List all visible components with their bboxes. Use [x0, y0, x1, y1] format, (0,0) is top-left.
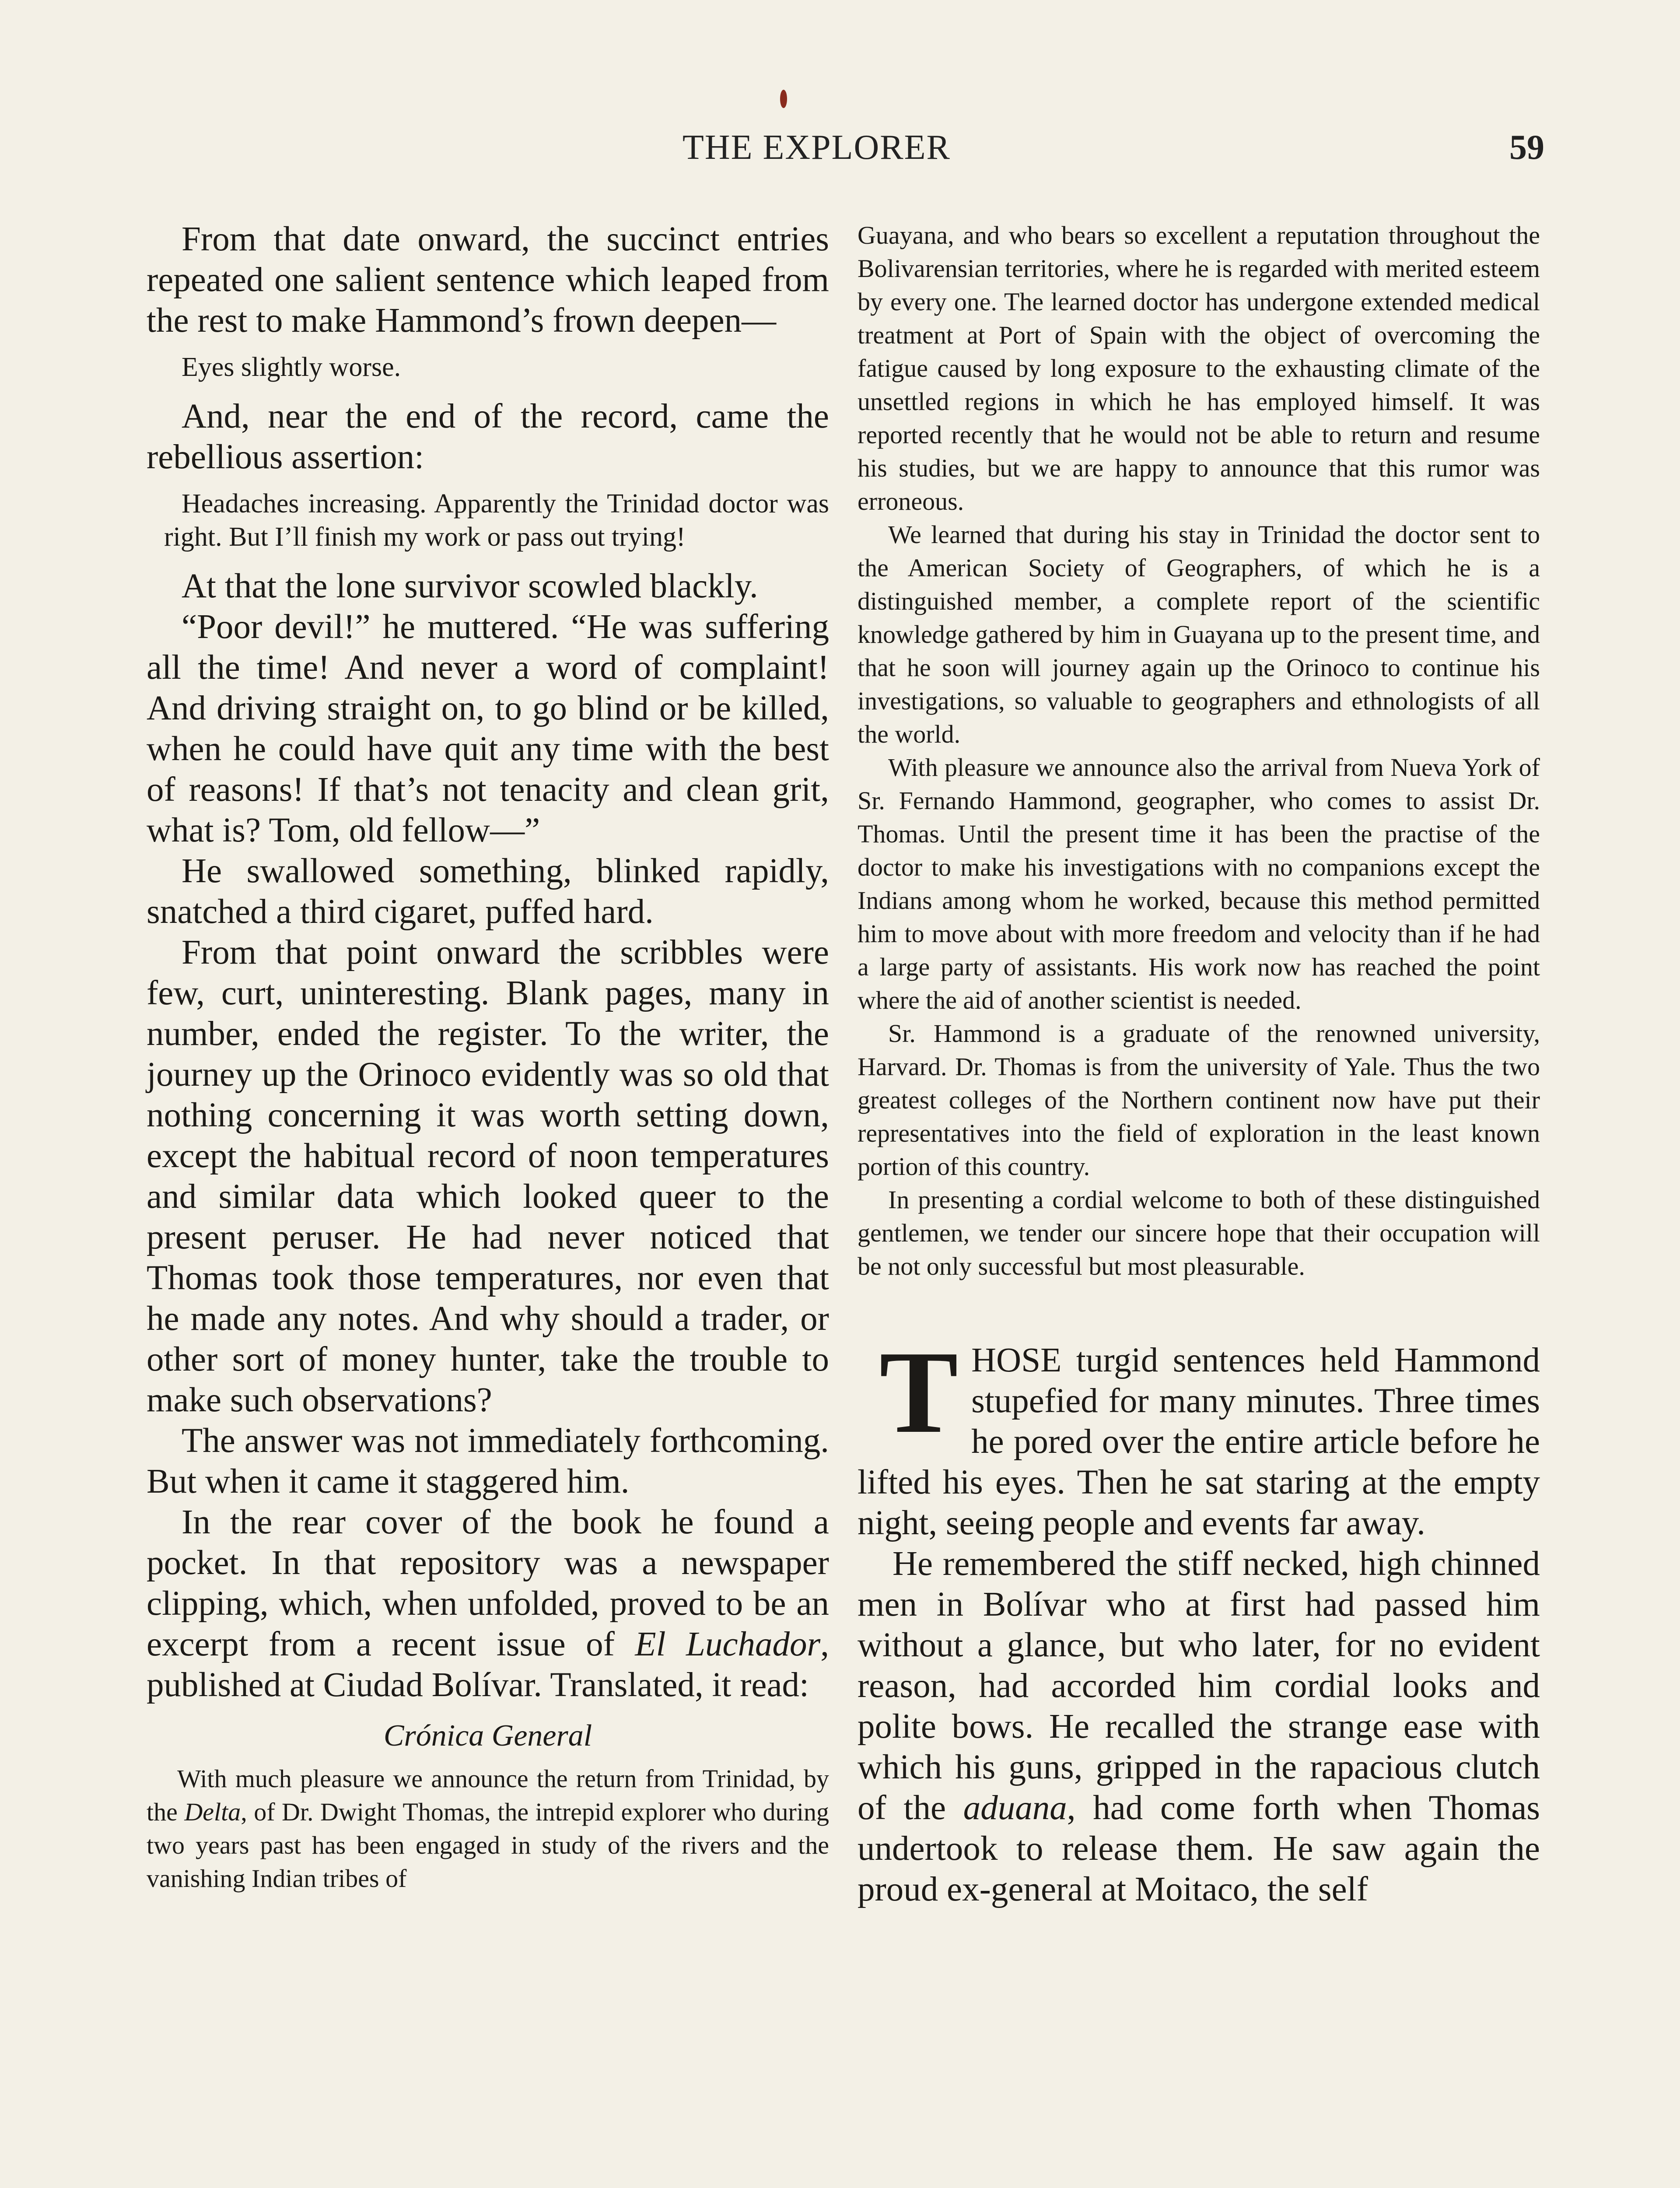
page-header [682, 128, 1544, 172]
paragraph: From that point onward the scribbles were few, curt, uninteresting. Blank pages, many in number, ended the register. To the writer, the journey up the Orinoco evidently was so old that nothing concerning it was worth setting down, except the habitual record of noon temperatures and similar data which looked queer to the present peruser. He had never noticed that Thomas took those temperatures, nor even that he made any notes. And why should a trader, or other sort of money hunter, take the trouble to make such observations? [147, 933, 829, 1419]
clipping-paragraph: Guayana, and who bears so excellent a reputation throughout the Bolivarensian territories, where he is regarded with merited esteem by every one. The learned doctor has undergone extended medical treatment at Port of Spain with the object of overcoming the fatigue caused by long exposure to the exhausting climate of the unsettled regions in which he has employed himself. It was reported recently that he would not be able to return and resume his studies, but we are happy to announce that this rumor was erroneous. [858, 221, 1540, 515]
newspaper-title: El Luchador [635, 1625, 821, 1663]
diary-quote: Eyes slightly worse. [182, 352, 401, 382]
drop-cap: T [879, 1327, 959, 1458]
page-number: 59 [1509, 128, 1544, 167]
clipping-paragraph: We learned that during his stay in Trinidad the doctor sent to the American Society of Geographers, of which he is a distinguished member, a complete report of the scientific knowledge gathered by him in Guayana up to the present time, and that he soon will journey again up the Orinoco to continue his investigations, so valuable to geographers and ethnologists of all the world. [858, 520, 1540, 748]
right-column [858, 219, 1540, 1910]
paragraph: And, near the end of the record, came the rebellious assertion: [147, 397, 829, 476]
paragraph: At that the lone survivor scowled blackly. [182, 567, 758, 605]
section-opening-paragraph: THOSE turgid sentences held Hammond stupefied for many minutes. Three times he pored over the entire article before he lifted his eyes. Then he sat staring at the empty night, seeing people and events far away. [858, 1327, 1540, 1542]
paragraph: He remembered the stiff necked, high chinned men in Bolívar who at first had passed him without a glance, but who later, for no evident reason, had accorded him cordial looks and polite bows. He recalled the strange ease with which his guns, gripped in the rapacious clutch of the aduana, had come forth when Thomas undertook to release them. He saw again the proud ex-general at Moitaco, the self [858, 1545, 1540, 1908]
clipping-heading: Crónica General [383, 1719, 592, 1753]
left-column [147, 219, 829, 1895]
paragraph: The answer was not immediately forthcoming. But when it came it staggered him. [147, 1422, 829, 1501]
italic-word: aduana [963, 1789, 1067, 1827]
clipping-paragraph: With much pleasure we announce the return from Trinidad, by the Delta, of Dr. Dwight Thomas, the intrepid explorer who during two years past has been engaged in study of the rivers and the vanishing Indian tribes of [147, 1764, 829, 1893]
running-title: THE EXPLORER [682, 128, 951, 167]
paragraph: In the rear cover of the book he found a pocket. In that repository was a newspaper clipping, which, when unfolded, proved to be an excerpt from a recent issue of El Luchador, published at Ciudad Bolívar. Translated, it read: [147, 1503, 829, 1704]
paragraph: From that date onward, the succinct entries repeated one salient sentence which leaped from the rest to make Hammond’s frown deepen— [147, 220, 829, 340]
diary-quote: Headaches increasing. Apparently the Trinidad doctor was right. But I’ll finish my work or pass out trying! [164, 489, 829, 552]
clipping-paragraph: Sr. Hammond is a graduate of the renowned university, Harvard. Dr. Thomas is from the university of Yale. Thus the two greatest colleges of the Northern continent now have put their representatives into the field of exploration in the least known portion of this country. [858, 1019, 1540, 1181]
paragraph: He swallowed something, blinked rapidly, snatched a third cigaret, puffed hard. [147, 852, 829, 931]
ink-spot [780, 90, 787, 108]
clipping-paragraph: In presenting a cordial welcome to both of these distinguished gentlemen, we tender our sincere hope that their occupation will be not only successful but most pleasurable. [858, 1185, 1540, 1280]
clipping-paragraph: With pleasure we announce also the arrival from Nueva York of Sr. Fernando Hammond, geographer, who comes to assist Dr. Thomas. Until the present time it has been the practise of the doctor to make his investigations with no companions except the Indians among whom he worked, because this method permitted him to move about with more freedom and velocity than if he had a large party of assistants. His work now has reached the point where the aid of another scientist is needed. [858, 753, 1540, 1014]
ship-name: Delta [184, 1798, 241, 1826]
paragraph: “Poor devil!” he muttered. “He was suffering all the time! And never a word of complaint! And driving straight on, to go blind or be killed, when he could have quit any time with the best of reasons! If that’s not tenacity and clean grit, what is? Tom, old fellow—” [147, 608, 829, 849]
